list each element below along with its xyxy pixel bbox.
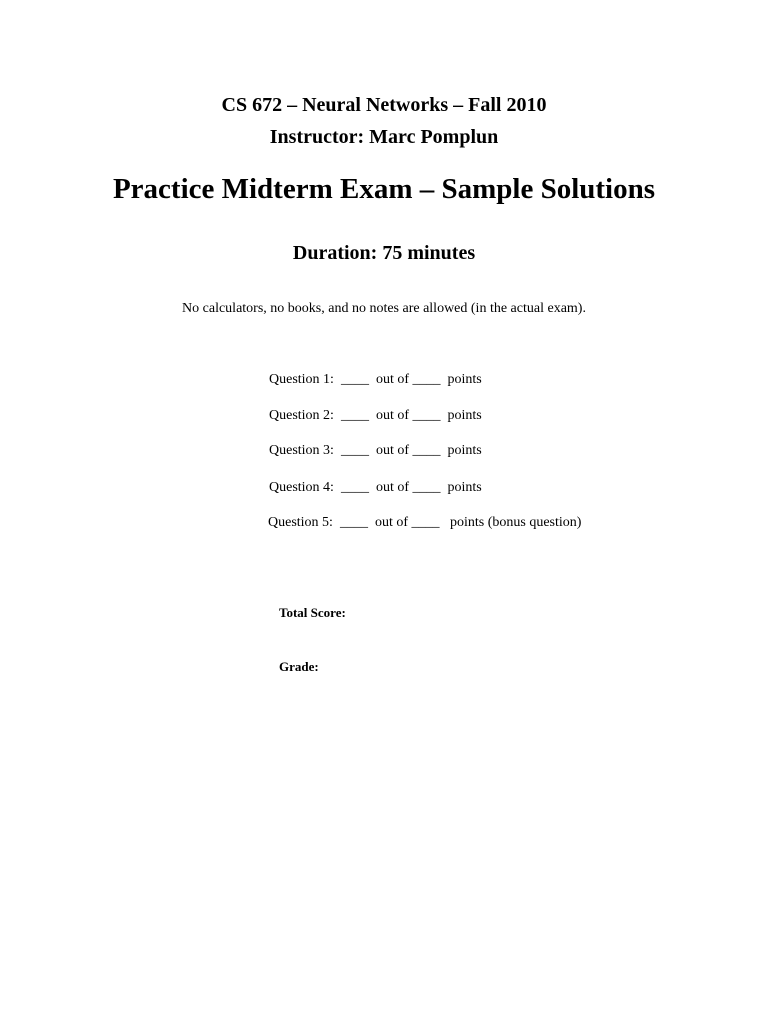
exam-rules: No calculators, no books, and no notes are allowed (in the actual exam). [182, 301, 586, 316]
question-score-line-4: Question 4: ____ out of ____ points [269, 480, 482, 495]
course-title: CS 672 – Neural Networks – Fall 2010 [221, 94, 547, 116]
exam-title: Practice Midterm Exam – Sample Solutions [112, 173, 656, 205]
question-score-line-2: Question 2: ____ out of ____ points [269, 408, 482, 423]
exam-duration: Duration: 75 minutes [292, 242, 476, 264]
total-score-label: Total Score: [279, 605, 346, 620]
instructor-name: Instructor: Marc Pomplun [269, 126, 499, 148]
question-score-line-1: Question 1: ____ out of ____ points [269, 372, 482, 387]
question-score-line-3: Question 3: ____ out of ____ points [269, 443, 482, 458]
question-score-line-5: Question 5: ____ out of ____ points (bonus question) [268, 515, 582, 530]
grade-label: Grade: [279, 659, 319, 674]
